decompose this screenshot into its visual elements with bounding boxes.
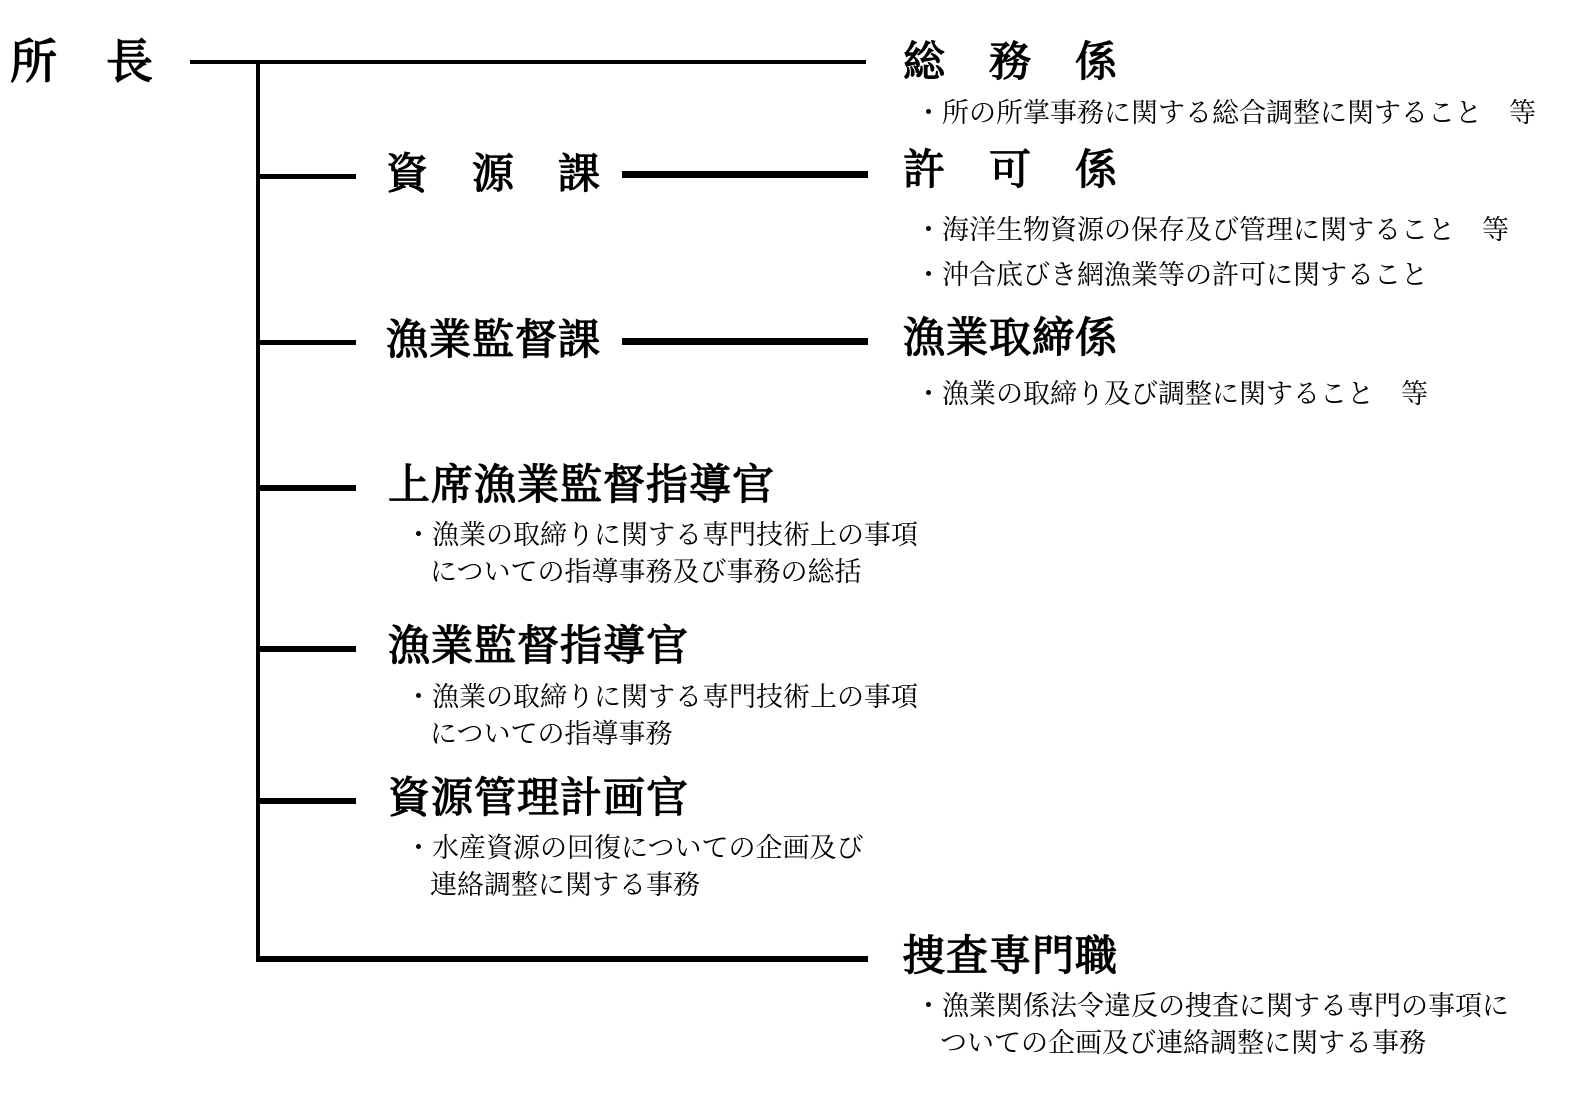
node-director-title: 所 長 [10,37,154,89]
node-resources-division-title: 資 源 課 [386,152,602,198]
node-permit-section-title: 許 可 係 [903,148,1119,194]
branch-line-instructor [256,646,356,652]
duty-line: ・漁業の取締りに関する専門技術上の事項 [405,520,918,550]
branch-line-senior-instructor [256,485,356,491]
node-general-affairs-duties [915,95,1536,132]
node-instructor-duties [405,679,918,753]
node-enforcement-section-duties [915,376,1428,413]
node-general-affairs-title: 総 務 係 [903,40,1119,86]
duty-line: についての指導事務 [430,719,673,749]
duty-line: ・漁業関係法令違反の捜査に関する専門の事項に [915,991,1509,1021]
node-senior-instructor-title: 上席漁業監督指導官 [388,463,776,509]
duty-line: ・沖合底びき網漁業等の許可に関すること [915,260,1428,290]
node-planning-officer-title: 資源管理計画官 [388,776,690,822]
tree-vertical-line [256,60,260,962]
duty-line: ・所の所掌事務に関する総合調整に関すること 等 [915,98,1536,128]
node-planning-officer-duties [405,830,863,904]
branch-line-supervision-division [256,340,356,345]
duty-line: 連絡調整に関する事務 [430,870,700,900]
branch-line-planning-officer [256,798,356,804]
bottom-horizontal-line [256,956,868,962]
node-permit-section-duties [915,208,1509,298]
duty-line: についての指導事務及び事務の総括 [430,557,862,587]
node-investigation-specialist-duties [915,988,1509,1062]
duty-line: ・海洋生物資源の保存及び管理に関すること 等 [915,215,1509,245]
node-enforcement-section-title: 漁業取締係 [903,316,1119,362]
node-senior-instructor-duties [405,517,918,591]
node-instructor-title: 漁業監督指導官 [388,624,690,670]
node-investigation-specialist-title: 捜査専門職 [903,934,1119,980]
connector-line-supervision-to-enforcement [622,338,868,345]
connector-line-resources-to-permit [622,171,868,178]
duty-line: ・漁業の取締りに関する専門技術上の事項 [405,682,918,712]
duty-line: ・漁業の取締り及び調整に関すること 等 [915,379,1428,409]
top-horizontal-line [190,60,866,64]
duty-line: ついての企画及び連絡調整に関する事務 [940,1028,1426,1058]
branch-line-resources-division [256,174,356,179]
duty-line: ・水産資源の回復についての企画及び [405,833,864,863]
node-supervision-division-title: 漁業監督課 [386,318,602,364]
